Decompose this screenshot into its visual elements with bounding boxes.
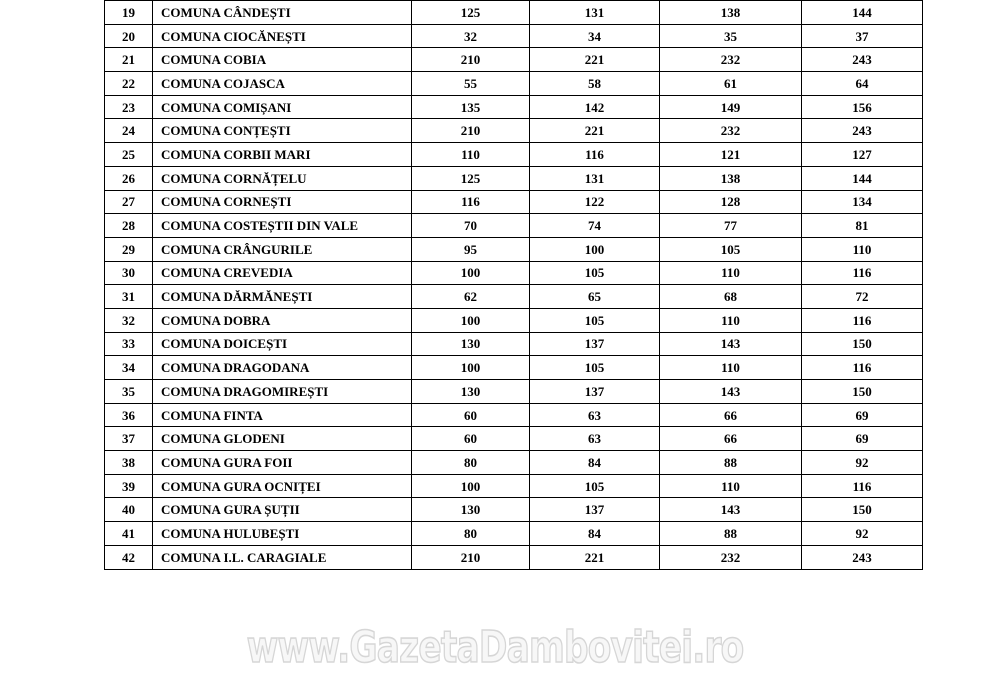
value-col-2-cell: 63 [530, 403, 660, 427]
value-col-2-cell: 131 [530, 1, 660, 25]
commune-name-cell: COMUNA DOBRA [153, 308, 412, 332]
value-col-1-cell: 62 [412, 285, 530, 309]
commune-table-body [105, 1, 923, 570]
table-row [105, 166, 923, 190]
row-number-cell: 42 [105, 545, 153, 569]
value-col-4-cell: 69 [802, 403, 923, 427]
value-col-3-cell: 66 [660, 403, 802, 427]
value-col-1-cell: 135 [412, 95, 530, 119]
value-col-3-cell: 61 [660, 72, 802, 96]
value-col-4-cell: 37 [802, 24, 923, 48]
value-col-2-cell: 142 [530, 95, 660, 119]
table-row [105, 380, 923, 404]
value-col-2-cell: 84 [530, 451, 660, 475]
value-col-3-cell: 121 [660, 143, 802, 167]
row-number-cell: 21 [105, 48, 153, 72]
value-col-4-cell: 156 [802, 95, 923, 119]
value-col-3-cell: 110 [660, 356, 802, 380]
value-col-2-cell: 137 [530, 498, 660, 522]
commune-name-cell: COMUNA DĂRMĂNEȘTI [153, 285, 412, 309]
value-col-4-cell: 144 [802, 166, 923, 190]
table-row [105, 285, 923, 309]
row-number-cell: 28 [105, 214, 153, 238]
value-col-1-cell: 100 [412, 356, 530, 380]
value-col-4-cell: 81 [802, 214, 923, 238]
value-col-4-cell: 64 [802, 72, 923, 96]
table-row [105, 474, 923, 498]
value-col-2-cell: 74 [530, 214, 660, 238]
value-col-3-cell: 232 [660, 119, 802, 143]
value-col-1-cell: 55 [412, 72, 530, 96]
commune-name-cell: COMUNA CIOCĂNEȘTI [153, 24, 412, 48]
commune-name-cell: COMUNA DRAGOMIREȘTI [153, 380, 412, 404]
value-col-3-cell: 35 [660, 24, 802, 48]
commune-name-cell: COMUNA COMIȘANI [153, 95, 412, 119]
commune-name-cell: COMUNA FINTA [153, 403, 412, 427]
value-col-4-cell: 116 [802, 261, 923, 285]
table-row [105, 143, 923, 167]
value-col-2-cell: 131 [530, 166, 660, 190]
commune-table [104, 0, 923, 570]
value-col-3-cell: 110 [660, 474, 802, 498]
value-col-4-cell: 243 [802, 545, 923, 569]
table-row [105, 498, 923, 522]
table-row [105, 48, 923, 72]
commune-name-cell: COMUNA COBIA [153, 48, 412, 72]
commune-name-cell: COMUNA CONȚEȘTI [153, 119, 412, 143]
table-row [105, 214, 923, 238]
value-col-3-cell: 105 [660, 237, 802, 261]
value-col-1-cell: 130 [412, 332, 530, 356]
value-col-1-cell: 60 [412, 427, 530, 451]
row-number-cell: 30 [105, 261, 153, 285]
row-number-cell: 41 [105, 522, 153, 546]
table-row [105, 261, 923, 285]
value-col-1-cell: 60 [412, 403, 530, 427]
value-col-1-cell: 80 [412, 451, 530, 475]
commune-name-cell: COMUNA GLODENI [153, 427, 412, 451]
value-col-4-cell: 110 [802, 237, 923, 261]
commune-name-cell: COMUNA CORNĂȚELU [153, 166, 412, 190]
value-col-1-cell: 210 [412, 119, 530, 143]
commune-name-cell: COMUNA COJASCA [153, 72, 412, 96]
value-col-3-cell: 110 [660, 308, 802, 332]
table-row [105, 451, 923, 475]
value-col-4-cell: 243 [802, 48, 923, 72]
table-row [105, 24, 923, 48]
value-col-2-cell: 58 [530, 72, 660, 96]
value-col-2-cell: 137 [530, 332, 660, 356]
row-number-cell: 36 [105, 403, 153, 427]
value-col-1-cell: 32 [412, 24, 530, 48]
value-col-3-cell: 88 [660, 522, 802, 546]
commune-name-cell: COMUNA COSTEȘTII DIN VALE [153, 214, 412, 238]
value-col-3-cell: 143 [660, 332, 802, 356]
value-col-1-cell: 116 [412, 190, 530, 214]
value-col-1-cell: 100 [412, 308, 530, 332]
value-col-3-cell: 110 [660, 261, 802, 285]
value-col-2-cell: 137 [530, 380, 660, 404]
value-col-4-cell: 69 [802, 427, 923, 451]
value-col-2-cell: 116 [530, 143, 660, 167]
value-col-4-cell: 150 [802, 380, 923, 404]
table-row [105, 522, 923, 546]
row-number-cell: 24 [105, 119, 153, 143]
table-row [105, 119, 923, 143]
value-col-3-cell: 88 [660, 451, 802, 475]
value-col-4-cell: 144 [802, 1, 923, 25]
table-row [105, 237, 923, 261]
row-number-cell: 31 [105, 285, 153, 309]
commune-name-cell: COMUNA GURA FOII [153, 451, 412, 475]
table-row [105, 332, 923, 356]
value-col-2-cell: 84 [530, 522, 660, 546]
value-col-2-cell: 34 [530, 24, 660, 48]
row-number-cell: 19 [105, 1, 153, 25]
value-col-1-cell: 210 [412, 48, 530, 72]
table-row [105, 72, 923, 96]
value-col-2-cell: 105 [530, 474, 660, 498]
value-col-4-cell: 243 [802, 119, 923, 143]
row-number-cell: 32 [105, 308, 153, 332]
value-col-3-cell: 232 [660, 48, 802, 72]
table-row [105, 190, 923, 214]
value-col-3-cell: 138 [660, 1, 802, 25]
value-col-4-cell: 150 [802, 332, 923, 356]
table-row [105, 545, 923, 569]
commune-name-cell: COMUNA DRAGODANA [153, 356, 412, 380]
value-col-2-cell: 221 [530, 48, 660, 72]
value-col-1-cell: 130 [412, 498, 530, 522]
commune-name-cell: COMUNA GURA OCNIȚEI [153, 474, 412, 498]
table-row [105, 427, 923, 451]
value-col-1-cell: 125 [412, 166, 530, 190]
row-number-cell: 37 [105, 427, 153, 451]
commune-name-cell: COMUNA HULUBEȘTI [153, 522, 412, 546]
commune-name-cell: COMUNA CÂNDEȘTI [153, 1, 412, 25]
row-number-cell: 25 [105, 143, 153, 167]
value-col-2-cell: 105 [530, 308, 660, 332]
row-number-cell: 27 [105, 190, 153, 214]
value-col-2-cell: 221 [530, 545, 660, 569]
value-col-3-cell: 149 [660, 95, 802, 119]
value-col-2-cell: 122 [530, 190, 660, 214]
commune-name-cell: COMUNA I.L. CARAGIALE [153, 545, 412, 569]
value-col-1-cell: 100 [412, 474, 530, 498]
row-number-cell: 20 [105, 24, 153, 48]
value-col-1-cell: 210 [412, 545, 530, 569]
value-col-2-cell: 221 [530, 119, 660, 143]
value-col-4-cell: 150 [802, 498, 923, 522]
value-col-1-cell: 100 [412, 261, 530, 285]
value-col-1-cell: 110 [412, 143, 530, 167]
commune-name-cell: COMUNA DOICEȘTI [153, 332, 412, 356]
row-number-cell: 29 [105, 237, 153, 261]
value-col-2-cell: 100 [530, 237, 660, 261]
site-watermark: www.GazetaDambovitei.ro [246, 622, 744, 673]
value-col-1-cell: 80 [412, 522, 530, 546]
table-row [105, 308, 923, 332]
row-number-cell: 38 [105, 451, 153, 475]
row-number-cell: 34 [105, 356, 153, 380]
table-row [105, 1, 923, 25]
commune-name-cell: COMUNA CREVEDIA [153, 261, 412, 285]
value-col-1-cell: 125 [412, 1, 530, 25]
value-col-3-cell: 77 [660, 214, 802, 238]
value-col-3-cell: 232 [660, 545, 802, 569]
value-col-2-cell: 65 [530, 285, 660, 309]
row-number-cell: 22 [105, 72, 153, 96]
table-row [105, 95, 923, 119]
value-col-2-cell: 105 [530, 356, 660, 380]
row-number-cell: 26 [105, 166, 153, 190]
commune-name-cell: COMUNA GURA ȘUȚII [153, 498, 412, 522]
value-col-3-cell: 143 [660, 380, 802, 404]
value-col-3-cell: 138 [660, 166, 802, 190]
value-col-4-cell: 116 [802, 474, 923, 498]
row-number-cell: 39 [105, 474, 153, 498]
table-row [105, 403, 923, 427]
commune-name-cell: COMUNA CORBII MARI [153, 143, 412, 167]
row-number-cell: 35 [105, 380, 153, 404]
table-row [105, 356, 923, 380]
value-col-1-cell: 70 [412, 214, 530, 238]
row-number-cell: 23 [105, 95, 153, 119]
value-col-2-cell: 63 [530, 427, 660, 451]
value-col-4-cell: 92 [802, 451, 923, 475]
value-col-3-cell: 68 [660, 285, 802, 309]
commune-name-cell: COMUNA CORNEȘTI [153, 190, 412, 214]
value-col-3-cell: 66 [660, 427, 802, 451]
value-col-3-cell: 143 [660, 498, 802, 522]
commune-name-cell: COMUNA CRÂNGURILE [153, 237, 412, 261]
value-col-4-cell: 116 [802, 356, 923, 380]
value-col-4-cell: 116 [802, 308, 923, 332]
row-number-cell: 40 [105, 498, 153, 522]
value-col-1-cell: 130 [412, 380, 530, 404]
value-col-3-cell: 128 [660, 190, 802, 214]
row-number-cell: 33 [105, 332, 153, 356]
value-col-1-cell: 95 [412, 237, 530, 261]
value-col-2-cell: 105 [530, 261, 660, 285]
value-col-4-cell: 134 [802, 190, 923, 214]
value-col-4-cell: 72 [802, 285, 923, 309]
value-col-4-cell: 92 [802, 522, 923, 546]
value-col-4-cell: 127 [802, 143, 923, 167]
